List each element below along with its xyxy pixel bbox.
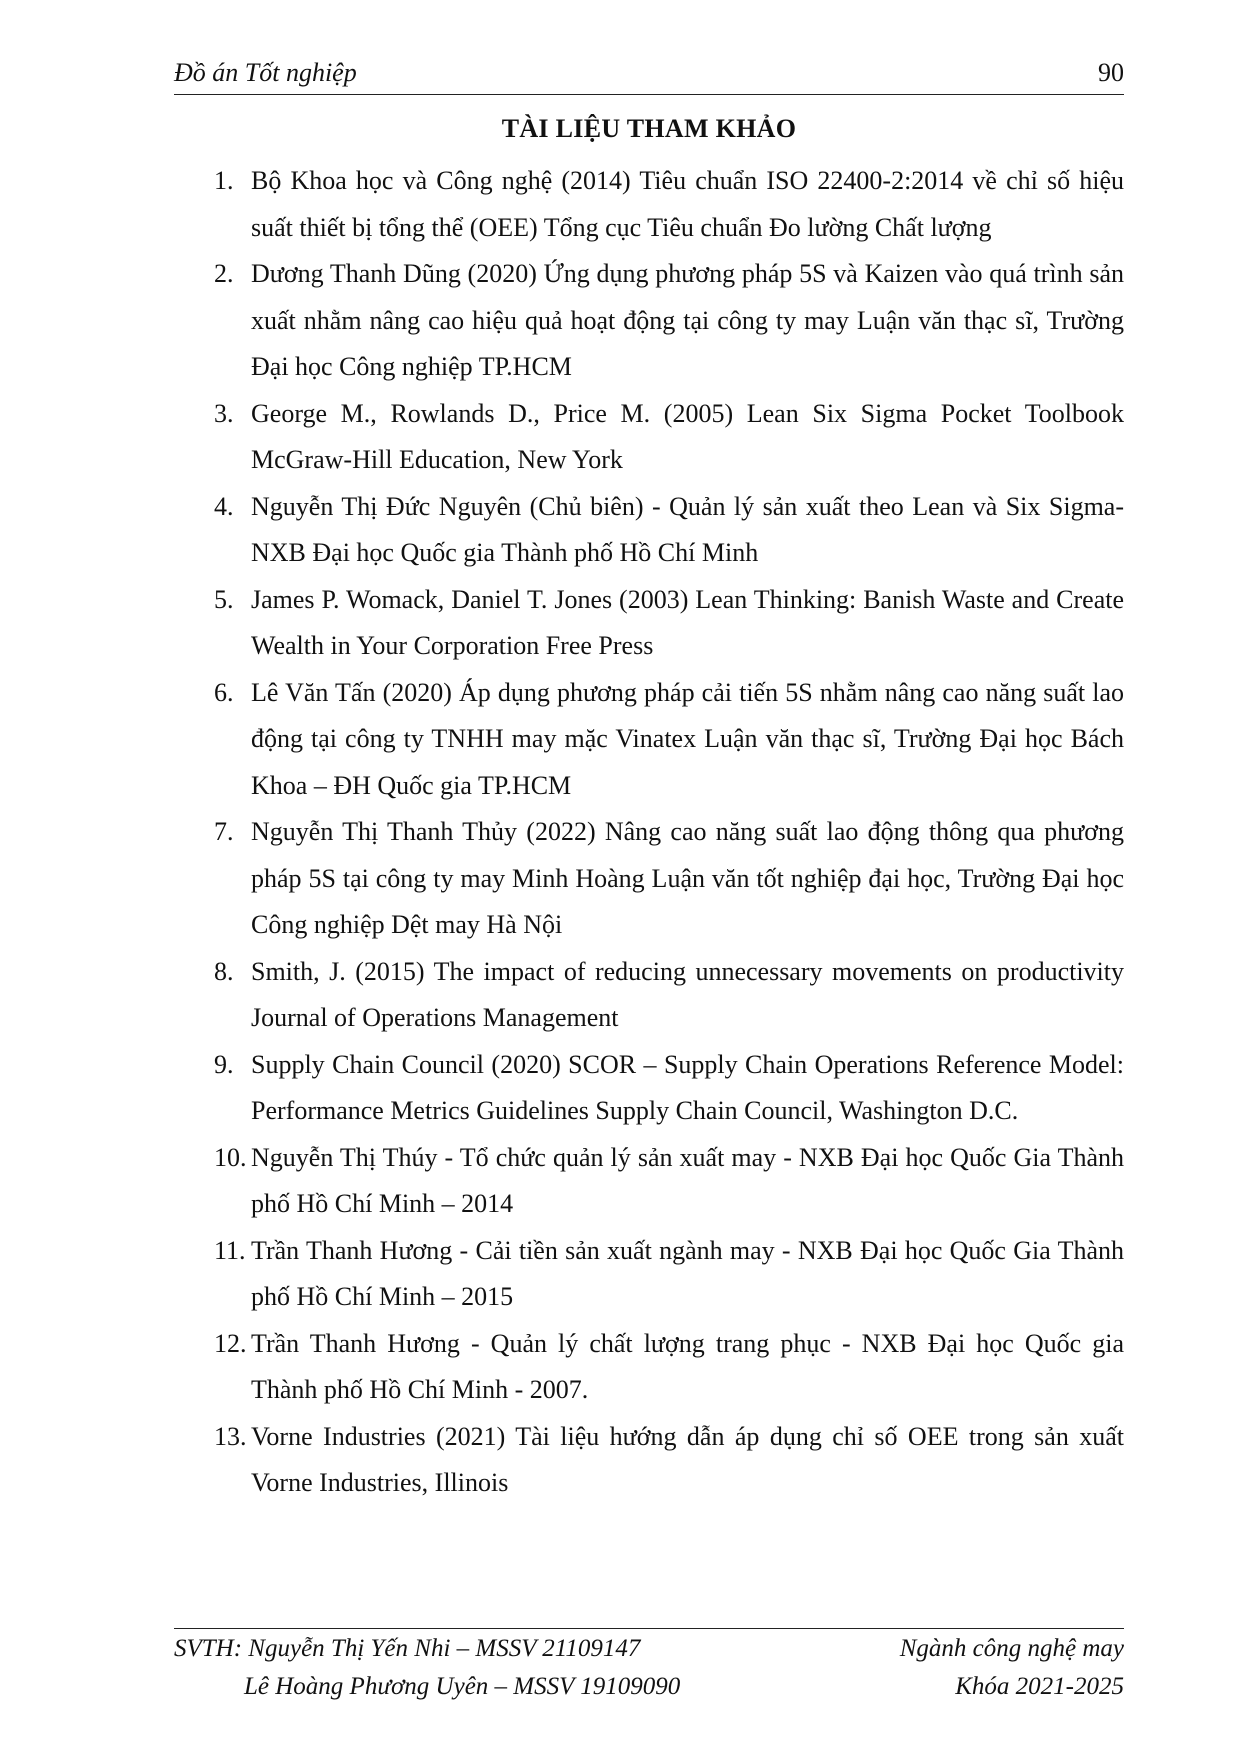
reference-item xyxy=(174,1321,1124,1414)
footer-major: Ngành công nghệ may xyxy=(899,1635,1124,1662)
reference-item xyxy=(174,391,1124,484)
footer-row xyxy=(174,1667,1124,1705)
reference-text: Nguyễn Thị Thúy - Tổ chức quản lý sản xuất may - NXB Đại học Quốc Gia Thành phố Hồ Chí Minh – 2014 xyxy=(251,1142,1124,1218)
reference-text: Dương Thanh Dũng (2020) Ứng dụng phương pháp 5S và Kaizen vào quá trình sản xuất nhằm nâng cao hiệu quả hoạt động tại công ty may Luận văn thạc sĩ, Trường Đại học Công nghiệp TP.HCM xyxy=(251,259,1124,381)
footer-row xyxy=(174,1629,1124,1667)
reference-number: 2. xyxy=(214,259,234,288)
reference-number: 10. xyxy=(214,1142,247,1172)
reference-item xyxy=(174,484,1124,577)
page-number: 90 xyxy=(1098,58,1124,87)
reference-item xyxy=(174,949,1124,1042)
reference-number: 1. xyxy=(214,166,234,195)
footer-student-2: Lê Hoàng Phương Uyên – MSSV 19109090 xyxy=(244,1673,681,1700)
reference-list xyxy=(174,158,1124,1507)
reference-item xyxy=(174,158,1124,251)
reference-text: Nguyễn Thị Thanh Thủy (2022) Nâng cao năng suất lao động thông qua phương pháp 5S tại công ty may Minh Hoàng Luận văn tốt nghiệp đại học, Trường Đại học Công nghiệp Dệt may Hà Nội xyxy=(251,817,1124,939)
reference-item xyxy=(174,809,1124,949)
reference-item xyxy=(174,251,1124,391)
reference-item xyxy=(174,1042,1124,1135)
reference-text: Supply Chain Council (2020) SCOR – Supply Chain Operations Reference Model: Performance Metrics Guidelines Supply Chain Council, Washington D.C. xyxy=(251,1049,1124,1125)
reference-item xyxy=(174,577,1124,670)
reference-text: Bộ Khoa học và Công nghệ (2014) Tiêu chuẩn ISO 22400-2:2014 về chỉ số hiệu suất thiết bị tổng thể (OEE) Tổng cục Tiêu chuẩn Đo lường Chất lượng xyxy=(251,166,1124,242)
reference-number: 8. xyxy=(214,956,234,986)
reference-number: 3. xyxy=(214,398,234,428)
reference-number: 6. xyxy=(214,677,234,707)
reference-number: 9. xyxy=(214,1049,234,1079)
reference-text: Trần Thanh Hương - Quản lý chất lượng trang phục - NXB Đại học Quốc gia Thành phố Hồ Chí Minh - 2007. xyxy=(251,1328,1124,1404)
reference-text: Lê Văn Tấn (2020) Áp dụng phương pháp cải tiến 5S nhằm nâng cao năng suất lao động tại công ty TNHH may mặc Vinatex Luận văn thạc sĩ, Trường Đại học Bách Khoa – ĐH Quốc gia TP.HCM xyxy=(251,677,1124,800)
reference-number: 4. xyxy=(214,491,234,521)
reference-text: George M., Rowlands D., Price M. (2005) Lean Six Sigma Pocket Toolbook McGraw-Hill Education, New York xyxy=(251,398,1124,474)
section-title: TÀI LIỆU THAM KHẢO xyxy=(501,114,797,143)
reference-number: 11. xyxy=(214,1235,246,1265)
reference-number: 5. xyxy=(214,584,234,614)
document-title: Đồ án Tốt nghiệp xyxy=(174,58,357,87)
reference-item xyxy=(174,1414,1124,1507)
footer-student-1: SVTH: Nguyễn Thị Yến Nhi – MSSV 21109147 xyxy=(174,1635,641,1662)
footer-cohort: Khóa 2021-2025 xyxy=(955,1673,1124,1700)
reference-number: 12. xyxy=(214,1328,247,1358)
reference-item xyxy=(174,1228,1124,1321)
page-header xyxy=(174,56,1124,95)
reference-text: Vorne Industries (2021) Tài liệu hướng dẫn áp dụng chỉ số OEE trong sản xuất Vorne Industries, Illinois xyxy=(251,1421,1124,1497)
reference-number: 13. xyxy=(214,1421,247,1451)
reference-text: Smith, J. (2015) The impact of reducing unnecessary movements on productivity Journal of Operations Management xyxy=(251,956,1124,1032)
reference-text: Trần Thanh Hương - Cải tiền sản xuất ngành may - NXB Đại học Quốc Gia Thành phố Hồ Chí Minh – 2015 xyxy=(251,1235,1124,1311)
reference-text: James P. Womack, Daniel T. Jones (2003) Lean Thinking: Banish Waste and Create Wealth in Your Corporation Free Press xyxy=(251,584,1124,660)
reference-text: Nguyễn Thị Đức Nguyên (Chủ biên) - Quản lý sản xuất theo Lean và Six Sigma- NXB Đại học Quốc gia Thành phố Hồ Chí Minh xyxy=(251,491,1124,567)
page-footer xyxy=(174,1628,1124,1705)
reference-number: 7. xyxy=(214,817,234,846)
reference-item xyxy=(174,670,1124,810)
reference-item xyxy=(174,1135,1124,1228)
